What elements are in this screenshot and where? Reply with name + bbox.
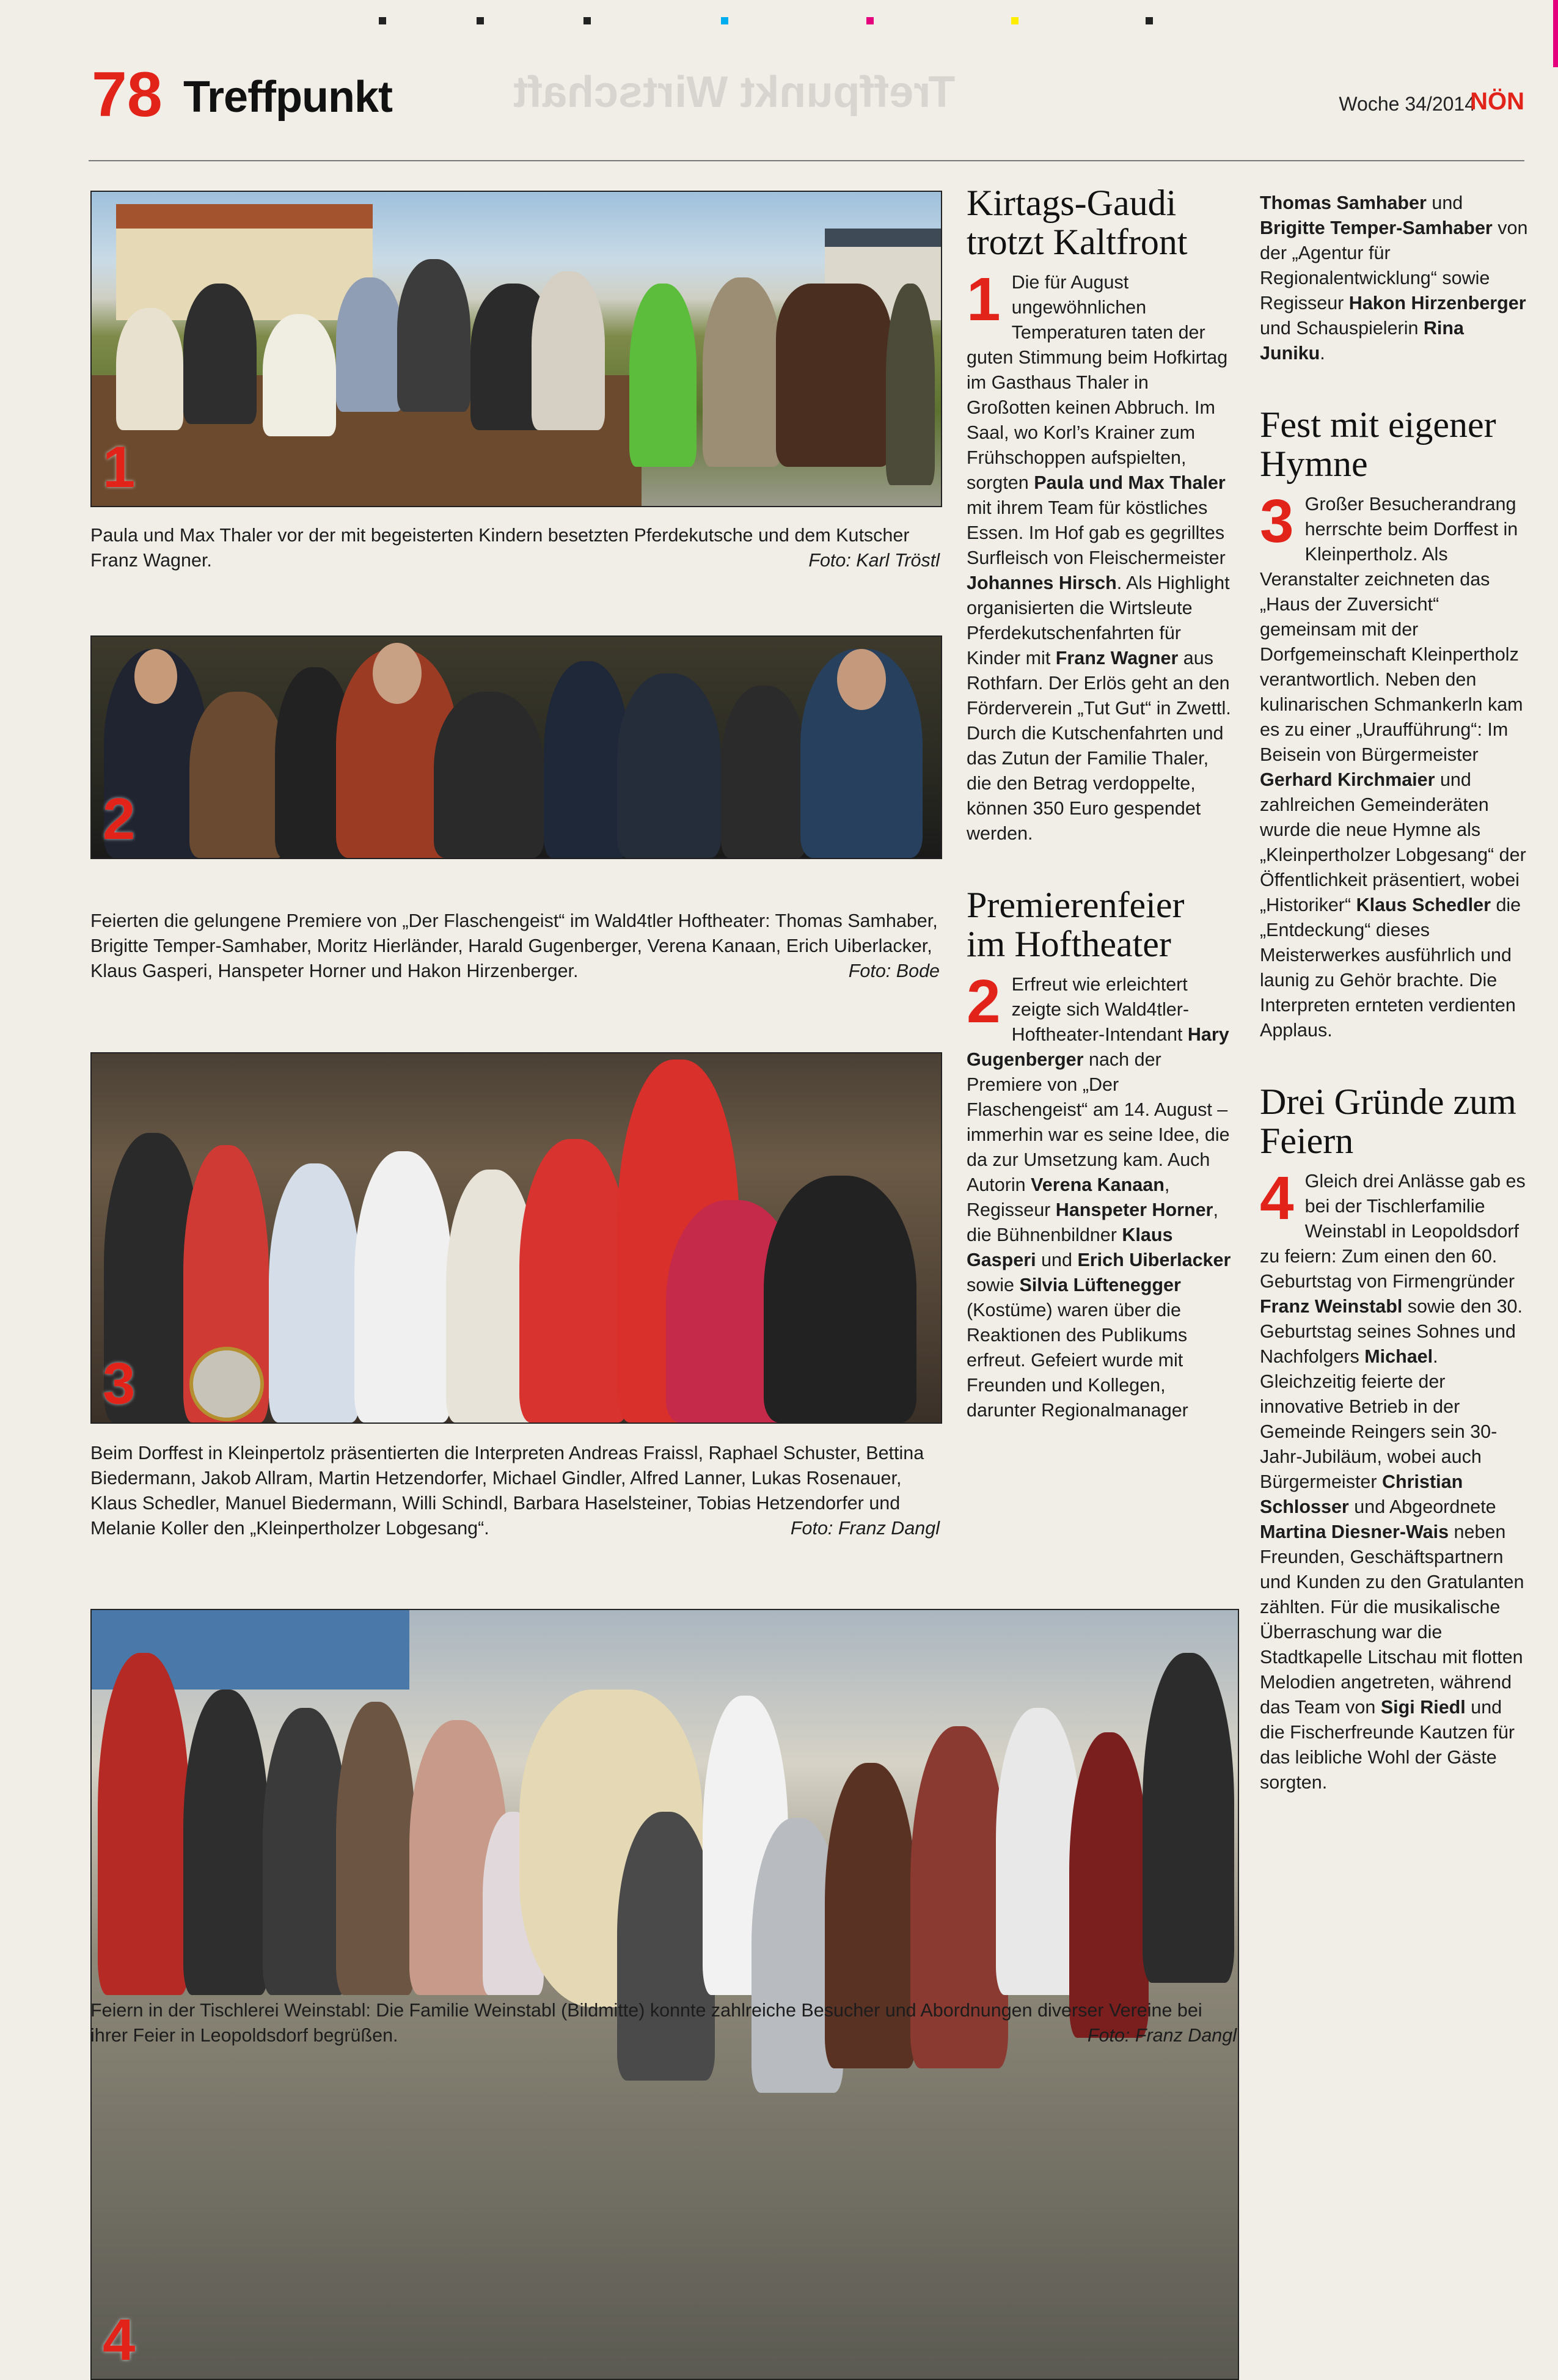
- body-text: und Abgeordnete: [1348, 1496, 1496, 1517]
- page-number: 78: [92, 59, 163, 130]
- photo-caption-1: [90, 523, 940, 573]
- article-number: 3: [1260, 487, 1294, 555]
- person: [263, 1708, 348, 1995]
- face: [837, 649, 886, 710]
- section-title: Treffpunkt: [183, 73, 392, 122]
- article-number: 2: [967, 967, 1001, 1036]
- person: [886, 284, 935, 485]
- person: [116, 308, 183, 430]
- face: [134, 649, 177, 704]
- person-name: Hary Gugenberger: [967, 1024, 1229, 1070]
- person: [336, 1702, 415, 1995]
- body-text: .: [1320, 343, 1325, 364]
- person-name: Sigi Riedl: [1380, 1697, 1466, 1718]
- person-name: Erich Uiberlacker: [1077, 1250, 1231, 1270]
- body-text: Die für August ungewöhnlichen Temperaturen taten der guten Stimmung beim Hofkirtag im Gasthaus Thaler in Großotten keinen Abbruch. Im Saal, wo Korl’s Krainer zum Frühschoppen aufspielten, sorgten: [967, 272, 1228, 493]
- article-number: 4: [1260, 1164, 1294, 1232]
- photo-number: 2: [103, 786, 136, 852]
- body-text: und zahlreichen Gemeinderäten wurde die neue Hymne als „Kleinpertholzer Lobgesang“ der Öffentlichkeit präsentiert, wobei „Historiker“: [1260, 769, 1526, 915]
- person-name: Thomas Samhaber: [1260, 192, 1427, 213]
- body-text: . Als Highlight organisierten die Wirtsleute Pferdekutschenfahrten für Kinder mit: [967, 573, 1230, 668]
- person: [397, 259, 470, 412]
- person: [1069, 1732, 1149, 2038]
- person: [703, 277, 782, 467]
- body-text: (Kostüme) waren über die Reaktionen des Publikums erfreut. Gefeiert wurde mit Freunden und Kollegen, darunter Regionalmanager: [967, 1300, 1188, 1421]
- article-body: [967, 967, 1232, 1423]
- issue-week: Woche 34/2014: [1339, 93, 1476, 115]
- person: [336, 277, 403, 412]
- person-name: Rina Juniku: [1260, 318, 1464, 364]
- photo-2: [90, 635, 942, 859]
- caption-text: Feiern in der Tischlerei Weinstabl: Die Familie Weinstabl (Bildmitte) konnte zahlreiche Besucher und Abordnungen diverser Vereine bei ihrer Feier in Leopoldsdorf begrüßen.: [90, 2000, 1202, 2046]
- person: [434, 692, 544, 858]
- person-name: Verena Kanaan: [1031, 1174, 1165, 1195]
- person: [764, 1176, 916, 1423]
- person-name: Paula und Max Thaler: [1034, 472, 1226, 493]
- article-body: [967, 265, 1232, 846]
- person: [544, 661, 629, 858]
- photo-credit: Foto: Karl Tröstl: [808, 550, 940, 571]
- body-text: und: [1036, 1250, 1078, 1270]
- person-name: Brigitte Temper-Samhaber: [1260, 218, 1493, 238]
- person: [183, 284, 257, 424]
- person: [354, 1151, 452, 1423]
- photo-number: 3: [103, 1351, 136, 1416]
- body-text: die „Entdeckung“ dieses Meisterwerkes ausführlich und launig zu Gehör brachte. Die Interpreten ernteten verdienten Applaus.: [1260, 895, 1521, 1041]
- article-column-1: [967, 183, 1232, 1619]
- person-name: Franz Weinstabl: [1260, 1296, 1403, 1317]
- photo-credit: Foto: Franz Dangl: [790, 1518, 940, 1539]
- person-name: Franz Wagner: [1055, 648, 1179, 668]
- header-rule: [89, 160, 1524, 161]
- body-text: mit ihrem Team für köstliches Essen. Im Hof gab es gegrilltes Surfleisch von Fleischermeister: [967, 497, 1226, 568]
- body-text: von der „Agentur für Regionalentwicklung“ sowie Regisseur: [1260, 218, 1528, 313]
- person-name: Hakon Hirzenberger: [1348, 293, 1526, 313]
- person-name: Gerhard Kirchmaier: [1260, 769, 1435, 790]
- page-header: [86, 61, 1524, 128]
- body-text: und die Fischerfreunde Kautzen für das leibliche Wohl der Gäste sorgten.: [1260, 1697, 1515, 1793]
- article-headline: Fest mit eigener Hymne: [1260, 405, 1496, 484]
- person: [519, 1139, 629, 1423]
- person: [617, 673, 721, 858]
- banjo: [189, 1347, 264, 1421]
- body-text: , die Bühnenbildner: [967, 1199, 1218, 1245]
- article-body: [1260, 1164, 1529, 1795]
- photo-credit: Foto: Bode: [848, 961, 940, 981]
- person-name: Klaus Schedler: [1356, 895, 1491, 915]
- body-text: und Schauspielerin: [1260, 318, 1424, 339]
- person-name: Silvia Lüftenegger: [1019, 1275, 1181, 1295]
- person: [269, 1163, 360, 1423]
- person: [721, 686, 806, 858]
- person: [189, 692, 287, 858]
- horse: [776, 284, 892, 467]
- body-text: aus Rothfarn. Der Erlös geht an den Förderverein „Tut Gut“ in Zwettl. Durch die Kutschenfahrten und das Zutun der Familie Thaler, die den Betrag verdoppelte, können 350 Euro gespendet werden.: [967, 648, 1231, 844]
- article-headline: Drei Gründe zum Feiern: [1260, 1082, 1516, 1161]
- article-body: [1260, 487, 1529, 1043]
- person: [98, 1653, 189, 1995]
- brand-logo: NÖN: [1470, 88, 1524, 115]
- body-text: . Gleichzeitig feierte der innovative Betrieb in der Gemeinde Reingers sein 30-Jahr-Jubiläum, wobei auch Bürgermeister: [1260, 1346, 1498, 1492]
- person: [996, 1708, 1081, 1995]
- person: [263, 314, 336, 436]
- body-text: Gleich drei Anlässe gab es bei der Tischlerfamilie Weinstabl in Leopoldsdorf zu feiern: Zum einen den 60. Geburtstag von Firmengründer: [1260, 1171, 1526, 1292]
- body-text: nach der Premiere von „Der Flaschengeist“ am 14. August – immerhin war es seine Idee, die da zur Umsetzung kam. Auch Autorin: [967, 1049, 1230, 1195]
- caption-text: Paula und Max Thaler vor der mit begeisterten Kindern besetzten Pferdekutsche und dem Kutscher Franz Wagner.: [90, 525, 910, 571]
- printer-registration-marks: [367, 13, 1161, 26]
- article-body-continued: [1260, 191, 1529, 366]
- body-text: Großer Besucherandrang herrschte beim Dorffest in Kleinpertholz. Als Veranstalter zeichneten das „Haus der Zuversicht“ gemeinsam mit der Dorfgemeinschaft Kleinpertholz verantwortlich. Neben den kulinarischen Schmankerln kam es zu einer „Uraufführung“: Im Beisein von Bürgermeister: [1260, 494, 1523, 765]
- person: [532, 271, 605, 430]
- person-name: Hanspeter Horner: [1055, 1199, 1213, 1220]
- person-name: Klaus Gasperi: [967, 1225, 1173, 1270]
- caption-text: Beim Dorffest in Kleinpertolz präsentierten die Interpreten Andreas Fraissl, Raphael Schuster, Bettina Biedermann, Jakob Allram, Martin Hetzendorfer, Michael Gindler, Alfred Lanner, Lukas Rosenauer, Klaus Schedler, Manuel Biedermann, Willi Schindl, Barbara Haselsteiner, Tobias Hetzendorfer und Melanie Koller den „Kleinpertholzer Lobgesang“.: [90, 1443, 924, 1539]
- person-name: Johannes Hirsch: [967, 573, 1117, 593]
- person-name: Christian Schlosser: [1260, 1471, 1463, 1517]
- photo-4: [90, 1609, 1239, 2380]
- photo-number: 4: [103, 2307, 136, 2373]
- person-name: Michael: [1364, 1346, 1433, 1367]
- body-text: , Regisseur: [967, 1174, 1170, 1220]
- person: [183, 1690, 269, 1995]
- color-bar: [1553, 0, 1558, 67]
- caption-text: Feierten die gelungene Premiere von „Der Flaschengeist“ im Wald4tler Hoftheater: Thomas Samhaber, Brigitte Temper-Samhaber, Moritz Hierländer, Harald Gugenberger, Verena Kanaan, Erich Uiberlacker, Klaus Gasperi, Hanspeter Horner und Hakon Hirzenberger.: [90, 910, 938, 981]
- person: [1143, 1653, 1234, 1983]
- photo-credit: Foto: Franz Dangl: [1087, 2025, 1237, 2046]
- person-name: Martina Diesner-Wais: [1260, 1521, 1449, 1542]
- photo-caption-4: [90, 1998, 1237, 2048]
- photo-caption-2: [90, 909, 940, 984]
- person: [629, 284, 697, 467]
- show-through-text: Treffpunkt Wirtschaft: [513, 68, 956, 117]
- photo-3: [90, 1052, 942, 1424]
- photo-number: 1: [103, 434, 136, 500]
- article-number: 1: [967, 265, 1001, 334]
- body-text: sowie den 30. Geburtstag seines Sohnes und Nachfolgers: [1260, 1296, 1523, 1367]
- body-text: sowie: [967, 1275, 1020, 1295]
- body-text: Erfreut wie erleichtert zeigte sich Wald4tler-Hoftheater-Intendant: [1011, 974, 1190, 1045]
- body-text: neben Freunden, Geschäftspartnern und Kunden zu den Gratulanten zählten. Für die musikalische Überraschung war die Stadtkapelle Litschau mit flotten Melodien angetreten, während das Team von: [1260, 1521, 1524, 1718]
- article-headline: Premierenfeier im Hoftheater: [967, 885, 1185, 964]
- face: [373, 643, 422, 704]
- photo-caption-3: [90, 1441, 940, 1541]
- body-text: und: [1426, 192, 1463, 213]
- article-column-2: [1260, 191, 1529, 2060]
- photo-1: [90, 191, 942, 507]
- article-headline: Kirtags-Gaudi trotzt Kaltfront: [967, 183, 1188, 262]
